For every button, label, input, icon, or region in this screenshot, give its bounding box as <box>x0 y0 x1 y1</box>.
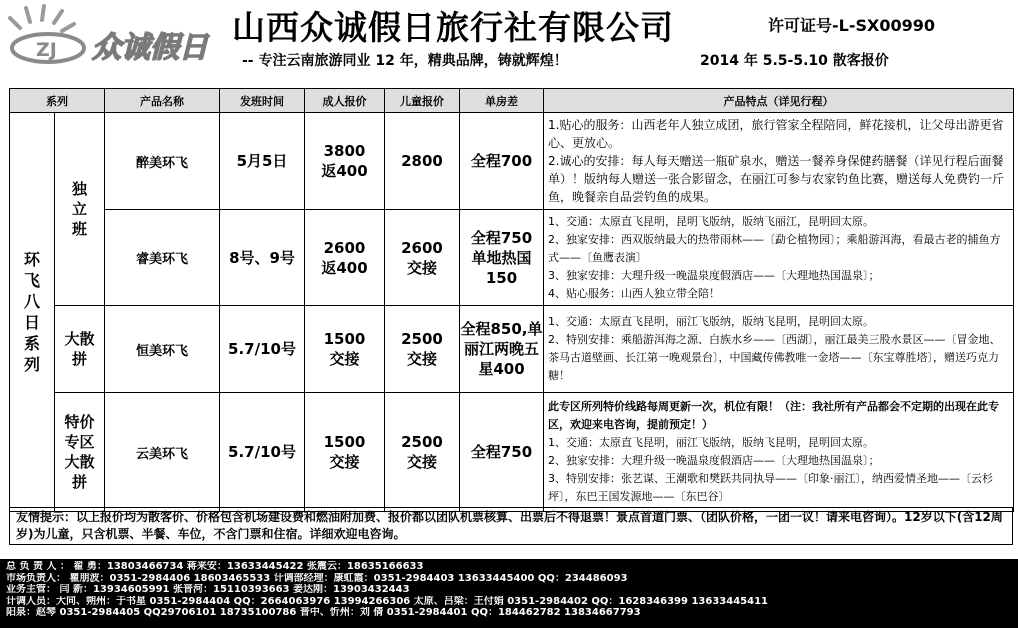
logo-text: 众诚假日 <box>92 30 209 64</box>
contact-line: 阳泉：赵琴 0351-2984405 QQ29706101 18735100786 晋中、忻州：刘 倩 0351-2984401 QQ：184462782 13834667793 <box>6 607 641 618</box>
feature-line: 3、特别安排：张艺谋、王潮歌和樊跃共同执导——〔印象·丽江〕，纳西爱情圣地——〔云杉坪〕，东巴王国发源地——〔东巴谷〕 <box>548 472 993 503</box>
single-supplement: 全程700 <box>460 113 544 210</box>
adult-price-text: 1500交接 <box>323 433 366 471</box>
contact-line: 业务主管： 闫 新：13934605991 张晋河：15110393663 姜达刚：13903432443 <box>6 584 410 595</box>
adult-price <box>305 306 385 393</box>
depart-date: 5.7/10号 <box>220 393 305 512</box>
feature-line: 3、独家安排：大理升级一晚温泉度假酒店——〔大理地热国温泉〕； <box>548 268 880 282</box>
adult-price-text: 1500交接 <box>323 330 366 368</box>
series-name <box>10 113 55 512</box>
child-price-text: 2500交接 <box>401 330 443 368</box>
child-price-text: 2500交接 <box>401 433 443 471</box>
table-row <box>10 210 1014 306</box>
product-name: 恒美环飞 <box>105 306 220 393</box>
feature-line: 1、交通：太原直飞昆明，昆明飞版纳，版纳飞丽江，昆明回太原。 <box>548 214 874 228</box>
quote-date: 2014 年 5.5-5.10 散客报价 <box>700 53 889 69</box>
feature-line: 2、独家安排：西双版纳最大的热带雨林——〔勐仑植物园〕；乘船游洱海，看最古老的捕鱼方式——〔鱼鹰表演〕 <box>548 232 1001 264</box>
group-label-text: 独立班 <box>71 180 87 238</box>
depart-date: 5.7/10号 <box>220 306 305 393</box>
child-price <box>385 210 460 306</box>
feature-line: 4、贴心服务：山西人独立带全陪！ <box>548 286 720 300</box>
child-price: 2800 <box>385 113 460 210</box>
single-supplement-text: 全程750单地热国150 <box>470 228 533 287</box>
product-name: 醉美环飞 <box>105 113 220 210</box>
contacts-block <box>0 559 1018 628</box>
header <box>0 0 1018 88</box>
child-price <box>385 393 460 512</box>
price-table <box>9 88 1014 512</box>
features <box>544 306 1014 393</box>
col-series: 系列 <box>10 89 105 113</box>
feature-line: 1、交通：太原直飞昆明，丽江飞版纳，版纳飞昆明，昆明回太原。 <box>548 315 874 328</box>
adult-price <box>305 393 385 512</box>
col-date: 发班时间 <box>220 89 305 113</box>
group-label <box>55 393 105 512</box>
group-label <box>55 306 105 393</box>
col-features: 产品特点（详见行程） <box>544 89 1014 113</box>
single-supplement-text: 全程850,单丽江两晚五星400 <box>460 320 543 378</box>
feature-line: 此专区所列特价线路每周更新一次，机位有限！（注：我社所有产品都会不定期的出现在此专区，欢迎来电咨询，提前预定！） <box>548 400 999 431</box>
license-number: 许可证号-L-SX00990 <box>768 16 936 35</box>
contact-line: 市场负责人： 瞿朋波：0351-2984406 18603465533 计调部经理：康虹霞：0351-2984403 13633445400 QQ：234486093 <box>6 572 628 584</box>
group-label-text: 特价专区大散拼 <box>64 413 95 491</box>
group-label-text: 大散拼 <box>64 330 95 368</box>
adult-price <box>305 210 385 306</box>
company-logo <box>6 2 231 82</box>
col-single: 单房差 <box>460 89 544 113</box>
child-price-text: 2600交接 <box>401 238 443 277</box>
features <box>544 210 1014 306</box>
single-supplement <box>460 306 544 393</box>
product-name: 云美环飞 <box>105 393 220 512</box>
table-row <box>10 306 1014 393</box>
features <box>544 113 1014 210</box>
company-name: 山西众诚假日旅行社有限公司 <box>232 8 674 47</box>
product-name: 睿美环飞 <box>105 210 220 306</box>
slogan: -- 专注云南旅游同业 12 年，精典品牌，铸就辉煌！ <box>242 53 568 69</box>
adult-price <box>305 113 385 210</box>
contact-line: 总 负 责 人 ： 翟 勇：13803466734 蒋来安：13633445422 张震云：18635166633 <box>6 561 424 572</box>
child-price <box>385 306 460 393</box>
feature-line: 2、独家安排：大理升级一晚温泉度假酒店——〔大理地热国温泉〕； <box>548 454 880 467</box>
table-header-row <box>10 89 1014 113</box>
adult-price-text: 2600返400 <box>321 238 368 277</box>
feature-line: 1.贴心的服务：山西老年人独立成团，旅行管家全程陪同，鲜花接机，让父母出游更省心、更放心。 <box>548 118 1004 150</box>
depart-date: 8号、9号 <box>220 210 305 306</box>
logo-badge: ZJ <box>36 39 57 61</box>
adult-price-text: 3800返400 <box>321 142 368 180</box>
table-row <box>10 393 1014 512</box>
feature-line: 2.诚心的安排：每人每天赠送一瓶矿泉水，赠送一餐养身保健药膳餐（详见行程后面餐单）！版纳每人赠送一张合影留念，在丽江可参与农家钓鱼比赛，赠送每人免费钓一斤鱼，晚餐亲自品尝钓鱼的成果。 <box>548 154 1005 204</box>
table-row <box>10 113 1014 210</box>
contact-line: 计调人员：大同、朔州：于书星 0351-2984404 QQ：2664063976 13994266306 太原、吕梁：王付娟 0351-2984402 QQ：1628346399 13633445411 <box>6 595 768 607</box>
series-name-text: 环飞八日系列 <box>23 250 40 374</box>
single-supplement <box>460 210 544 306</box>
feature-line: 2、特别安排：乘船游洱海之源、白族水乡——〔西湖〕，丽江最美三股水景区——〔冒金地、茶马古道壁画、长江第一晚观景台〕，中国藏传佛教唯一金塔——〔东宝尊胜塔〕，赠送巧克力糖！ <box>548 333 1001 382</box>
notice: 友情提示：以上报价均为散客价、价格包含机场建设费和燃油附加费、报价都以团队机票核算、出票后不得退票！景点首道门票、（团队价格，一团一议！请来电咨询）。12岁以下(含12周岁)为儿童，只含机票、半餐、车位，不含门票和住宿。详细欢迎电咨询。 <box>9 507 1013 545</box>
group-label <box>55 113 105 306</box>
col-adult: 成人报价 <box>305 89 385 113</box>
depart-date: 5月5日 <box>220 113 305 210</box>
features <box>544 393 1014 512</box>
feature-line: 1、交通：太原直飞昆明，丽江飞版纳，版纳飞昆明，昆明回太原。 <box>548 436 874 449</box>
col-product: 产品名称 <box>105 89 220 113</box>
col-child: 儿童报价 <box>385 89 460 113</box>
single-supplement: 全程750 <box>460 393 544 512</box>
